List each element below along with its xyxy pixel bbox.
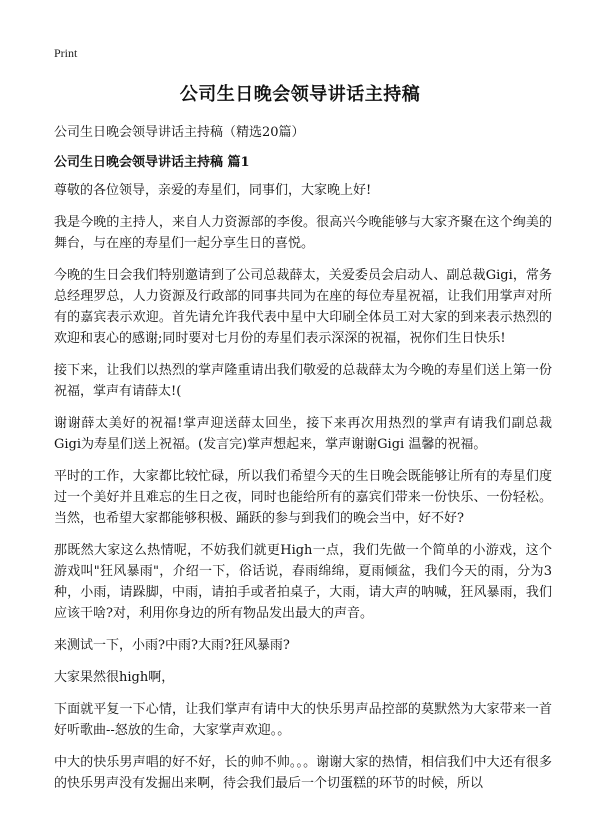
print-link[interactable]: Print xyxy=(54,46,78,60)
paragraph: 尊敬的各位领导，亲爱的寿星们，同事们，大家晚上好! xyxy=(54,183,372,198)
paragraph: 我是今晚的主持人，来自人力资源部的李俊。很高兴今晚能够与大家齐聚在这个绚美的舞台，与在座的寿星们一起分享生日的喜悦。 xyxy=(54,215,552,251)
paragraph: 来测试一下，小雨?中雨?大雨?狂风暴雨? xyxy=(54,638,290,653)
paragraph: 平时的工作，大家都比较忙碌，所以我们希望今天的生日晚会既能够让所有的寿星们度过一个美好并且难忘的生日之夜，同时也能给所有的嘉宾们带来一份快乐、一份轻松。当然，也希望大家都能够积极、踊跃的参与到我们的晚会当中，好不好? xyxy=(54,469,552,526)
paragraph: 接下来，让我们以热烈的掌声隆重请出我们敬爱的总裁薛太为今晚的寿星们送上第一份祝福，掌声有请薛太!( xyxy=(54,363,552,399)
document-subtitle: 公司生日晚会领导讲话主持稿（精选20篇） xyxy=(54,125,305,140)
paragraph: 那既然大家这么热情呢，不妨我们就更High一点，我们先做一个简单的小游戏，这个游戏叫"狂风暴雨"，介绍一下，俗话说，春雨绵绵，夏雨倾盆，我们今天的雨，分为3种，小雨，请跺脚，中雨，请拍手或者拍桌子，大雨，请大声的呐喊，狂风暴雨，我们应该干啥?对，利用你身边的所有物品发出最大的声音。 xyxy=(54,543,552,621)
article-body xyxy=(54,180,552,805)
page-title: 公司生日晚会领导讲话主持稿 xyxy=(179,84,421,105)
section-heading: 公司生日晚会领导讲话主持稿 篇1 xyxy=(54,155,250,170)
paragraph: 中大的快乐男声唱的好不好，长的帅不帅。。。谢谢大家的热情，相信我们中大还有很多的快乐男声没有发掘出来啊，待会我们最后一个切蛋糕的环节的时候，所以 xyxy=(54,755,552,791)
paragraph: 今晚的生日会我们特别邀请到了公司总裁薛太，关爱委员会启动人、副总裁Gigi，常务总经理罗总，人力资源及行政部的同事共同为在座的每位寿星祝福，让我们用掌声对所有的嘉宾表示欢迎。首先请允许我代表中星中大印刷全体员工对大家的到来表示热烈的欢迎和衷心的感谢;同时要对七月份的寿星们表示深深的祝福，祝你们生日快乐! xyxy=(54,268,552,346)
paragraph: 大家果然很high啊， xyxy=(54,670,175,685)
paragraph: 谢谢薛太美好的祝福!掌声迎送薛太回坐，接下来再次用热烈的掌声有请我们副总裁Gigi为寿星们送上祝福。(发言完)掌声想起来，掌声谢谢Gigi 温馨的祝福。 xyxy=(54,416,552,452)
paragraph: 下面就平复一下心情，让我们掌声有请中大的快乐男声品控部的莫默然为大家带来一首好听歌曲--怒放的生命，大家掌声欢迎。。 xyxy=(54,702,552,738)
